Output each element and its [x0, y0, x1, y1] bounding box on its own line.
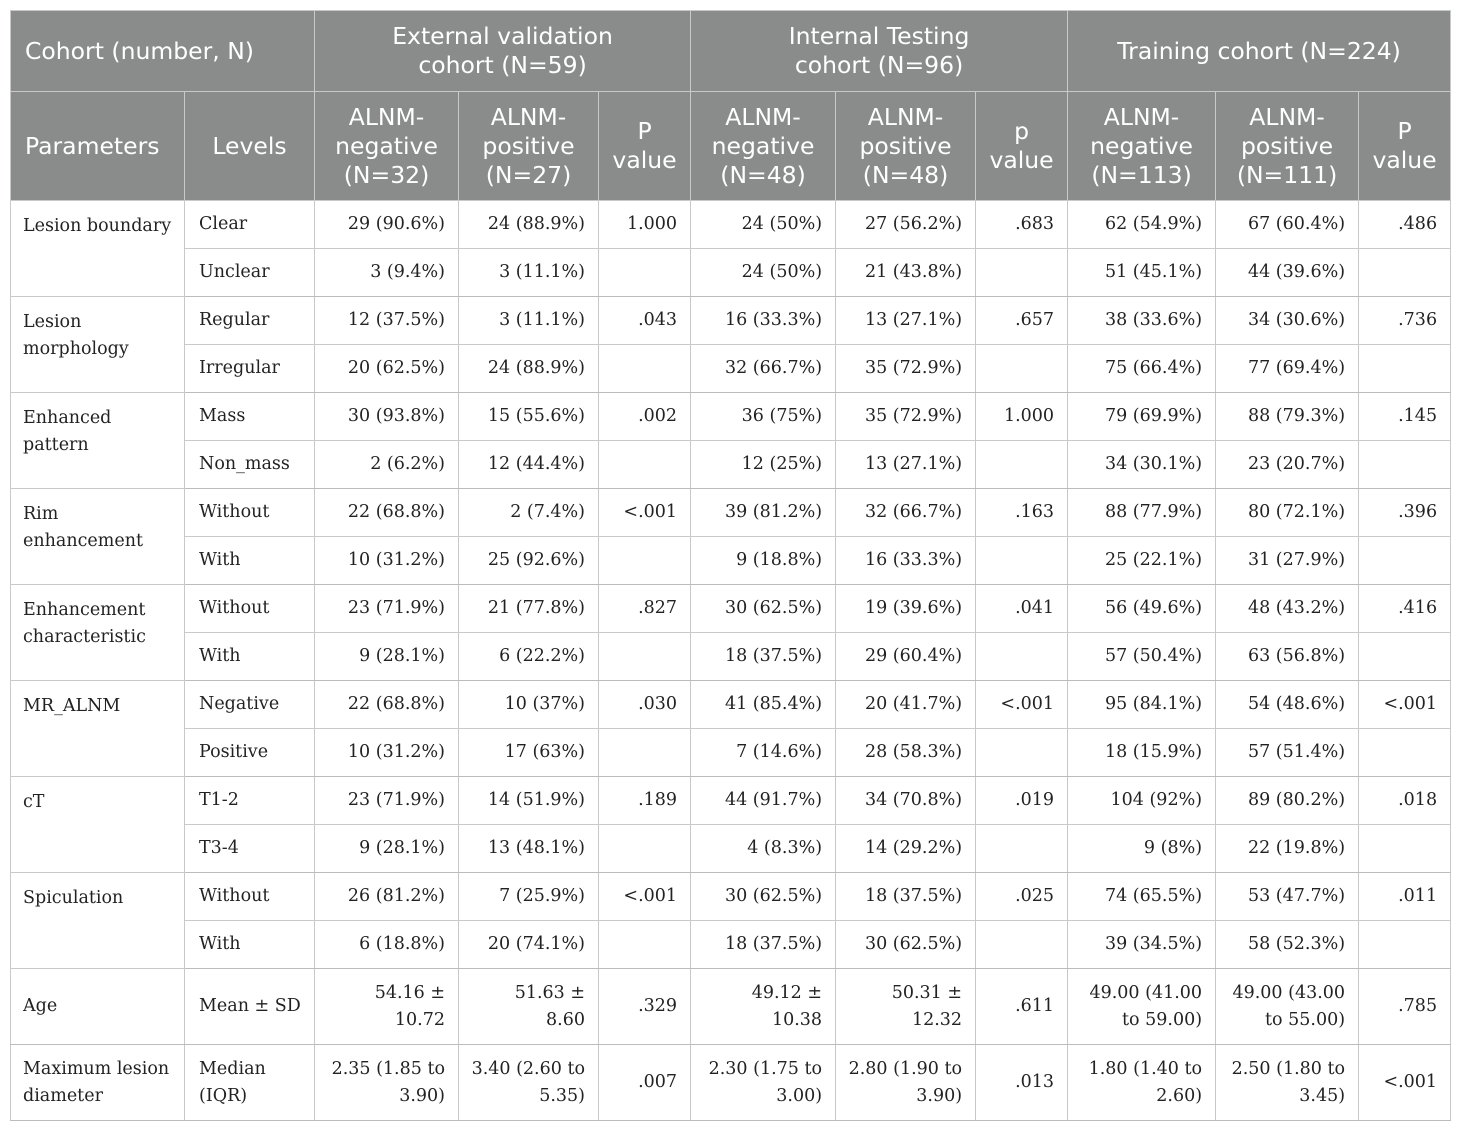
value-cell: 9 (18.8%) [691, 537, 836, 585]
levels-header: Levels [185, 92, 315, 201]
p-value-cell: .827 [599, 585, 691, 633]
value-cell: 10 (31.2%) [315, 537, 459, 585]
subcolumn-header: ALNM- positive (N=27) [459, 92, 599, 201]
table-header [11, 11, 1451, 201]
value-cell: 36 (75%) [691, 393, 836, 441]
value-cell: 13 (27.1%) [836, 441, 976, 489]
value-cell: 30 (62.5%) [691, 873, 836, 921]
table-row [11, 345, 1451, 393]
subcolumn-header: P value [599, 92, 691, 201]
p-value-cell: .002 [599, 393, 691, 441]
value-cell: 22 (68.8%) [315, 489, 459, 537]
p-value-cell [599, 249, 691, 297]
value-cell: 9 (28.1%) [315, 633, 459, 681]
value-cell: 17 (63%) [459, 729, 599, 777]
value-cell: 25 (22.1%) [1068, 537, 1216, 585]
value-cell: 20 (62.5%) [315, 345, 459, 393]
p-value-cell [1359, 633, 1451, 681]
table-row [11, 921, 1451, 969]
value-cell: 32 (66.7%) [691, 345, 836, 393]
level-cell: Irregular [185, 345, 315, 393]
level-cell: Negative [185, 681, 315, 729]
table-row [11, 873, 1451, 921]
value-cell: 39 (81.2%) [691, 489, 836, 537]
table-row [11, 825, 1451, 873]
value-cell: 22 (68.8%) [315, 681, 459, 729]
value-cell: 57 (50.4%) [1068, 633, 1216, 681]
table-row [11, 969, 1451, 1045]
p-value-cell [599, 345, 691, 393]
value-cell: 23 (71.9%) [315, 777, 459, 825]
table-row [11, 393, 1451, 441]
p-value-cell: .018 [1359, 777, 1451, 825]
parameter-cell: Maximum lesion diameter [11, 1045, 185, 1121]
value-cell: 44 (91.7%) [691, 777, 836, 825]
training-cohort-header: Training cohort (N=224) [1068, 11, 1451, 92]
value-cell: 34 (30.6%) [1216, 297, 1359, 345]
table-row [11, 777, 1451, 825]
value-cell: 30 (62.5%) [691, 585, 836, 633]
table-row [11, 537, 1451, 585]
parameter-cell: cT [11, 777, 185, 873]
value-cell: 14 (29.2%) [836, 825, 976, 873]
value-cell: 18 (37.5%) [691, 921, 836, 969]
value-cell: 9 (28.1%) [315, 825, 459, 873]
p-value-cell: 1.000 [599, 201, 691, 249]
parameter-cell: Lesion morphology [11, 297, 185, 393]
level-cell: Unclear [185, 249, 315, 297]
table-row [11, 585, 1451, 633]
value-cell: 62 (54.9%) [1068, 201, 1216, 249]
value-cell: 50.31 ± 12.32 [836, 969, 976, 1045]
p-value-cell [976, 921, 1068, 969]
p-value-cell: .329 [599, 969, 691, 1045]
p-value-cell: .486 [1359, 201, 1451, 249]
value-cell: 104 (92%) [1068, 777, 1216, 825]
level-cell: T1-2 [185, 777, 315, 825]
value-cell: 3.40 (2.60 to 5.35) [459, 1045, 599, 1121]
p-value-cell: .657 [976, 297, 1068, 345]
value-cell: 63 (56.8%) [1216, 633, 1359, 681]
external-validation-header: External validation cohort (N=59) [315, 11, 691, 92]
value-cell: 12 (44.4%) [459, 441, 599, 489]
value-cell: 13 (48.1%) [459, 825, 599, 873]
value-cell: 44 (39.6%) [1216, 249, 1359, 297]
value-cell: 49.00 (41.00 to 59.00) [1068, 969, 1216, 1045]
p-value-cell [1359, 249, 1451, 297]
value-cell: 57 (51.4%) [1216, 729, 1359, 777]
value-cell: 2.35 (1.85 to 3.90) [315, 1045, 459, 1121]
value-cell: 95 (84.1%) [1068, 681, 1216, 729]
value-cell: 29 (90.6%) [315, 201, 459, 249]
subcolumn-header: ALNM- negative (N=113) [1068, 92, 1216, 201]
p-value-cell [1359, 441, 1451, 489]
p-value-cell: .013 [976, 1045, 1068, 1121]
value-cell: 16 (33.3%) [836, 537, 976, 585]
p-value-cell [976, 633, 1068, 681]
p-value-cell [599, 633, 691, 681]
p-value-cell [599, 537, 691, 585]
p-value-cell: .189 [599, 777, 691, 825]
value-cell: 18 (37.5%) [836, 873, 976, 921]
value-cell: 21 (43.8%) [836, 249, 976, 297]
p-value-cell: .683 [976, 201, 1068, 249]
value-cell: 58 (52.3%) [1216, 921, 1359, 969]
alnm-cohort-table [10, 10, 1451, 1121]
subcolumn-header: p value [976, 92, 1068, 201]
level-cell: Regular [185, 297, 315, 345]
value-cell: 79 (69.9%) [1068, 393, 1216, 441]
value-cell: 77 (69.4%) [1216, 345, 1359, 393]
subcolumn-header: ALNM- positive (N=111) [1216, 92, 1359, 201]
value-cell: 24 (50%) [691, 249, 836, 297]
table-row [11, 681, 1451, 729]
p-value-cell [976, 729, 1068, 777]
p-value-cell [599, 921, 691, 969]
level-cell: Median (IQR) [185, 1045, 315, 1121]
p-value-cell [976, 249, 1068, 297]
table-row [11, 729, 1451, 777]
p-value-cell [1359, 921, 1451, 969]
p-value-cell [599, 729, 691, 777]
value-cell: 49.00 (43.00 to 55.00) [1216, 969, 1359, 1045]
subcolumn-header: P value [1359, 92, 1451, 201]
parameter-cell: Spiculation [11, 873, 185, 969]
value-cell: 7 (25.9%) [459, 873, 599, 921]
p-value-cell: .019 [976, 777, 1068, 825]
value-cell: 12 (25%) [691, 441, 836, 489]
level-cell: Non_mass [185, 441, 315, 489]
p-value-cell [976, 441, 1068, 489]
value-cell: 30 (93.8%) [315, 393, 459, 441]
p-value-cell: <.001 [1359, 681, 1451, 729]
table-row [11, 1045, 1451, 1121]
value-cell: 13 (27.1%) [836, 297, 976, 345]
value-cell: 14 (51.9%) [459, 777, 599, 825]
value-cell: 16 (33.3%) [691, 297, 836, 345]
value-cell: 24 (50%) [691, 201, 836, 249]
p-value-cell: .145 [1359, 393, 1451, 441]
value-cell: 51 (45.1%) [1068, 249, 1216, 297]
value-cell: 12 (37.5%) [315, 297, 459, 345]
p-value-cell: <.001 [599, 873, 691, 921]
value-cell: 54 (48.6%) [1216, 681, 1359, 729]
value-cell: 23 (71.9%) [315, 585, 459, 633]
value-cell: 38 (33.6%) [1068, 297, 1216, 345]
level-cell: Positive [185, 729, 315, 777]
value-cell: 56 (49.6%) [1068, 585, 1216, 633]
value-cell: 35 (72.9%) [836, 345, 976, 393]
subcolumn-header: ALNM- negative (N=32) [315, 92, 459, 201]
value-cell: 3 (11.1%) [459, 297, 599, 345]
parameters-header: Parameters [11, 92, 185, 201]
p-value-cell: .163 [976, 489, 1068, 537]
cohort-header: Cohort (number, N) [11, 11, 315, 92]
table-body [11, 201, 1451, 1121]
value-cell: 20 (41.7%) [836, 681, 976, 729]
p-value-cell [1359, 825, 1451, 873]
p-value-cell [1359, 729, 1451, 777]
table-container [10, 10, 1451, 1121]
table-row [11, 441, 1451, 489]
p-value-cell: .011 [1359, 873, 1451, 921]
p-value-cell: <.001 [1359, 1045, 1451, 1121]
p-value-cell: .611 [976, 969, 1068, 1045]
value-cell: 39 (34.5%) [1068, 921, 1216, 969]
value-cell: 18 (15.9%) [1068, 729, 1216, 777]
value-cell: 15 (55.6%) [459, 393, 599, 441]
p-value-cell: .025 [976, 873, 1068, 921]
level-cell: Without [185, 489, 315, 537]
value-cell: 30 (62.5%) [836, 921, 976, 969]
parameter-cell: Lesion boundary [11, 201, 185, 297]
p-value-cell: .007 [599, 1045, 691, 1121]
p-value-cell: .041 [976, 585, 1068, 633]
value-cell: 41 (85.4%) [691, 681, 836, 729]
value-cell: 89 (80.2%) [1216, 777, 1359, 825]
p-value-cell [976, 537, 1068, 585]
value-cell: 20 (74.1%) [459, 921, 599, 969]
table-row [11, 201, 1451, 249]
level-cell: With [185, 537, 315, 585]
table-row [11, 249, 1451, 297]
value-cell: 22 (19.8%) [1216, 825, 1359, 873]
p-value-cell [1359, 537, 1451, 585]
value-cell: 48 (43.2%) [1216, 585, 1359, 633]
level-cell: Clear [185, 201, 315, 249]
value-cell: 6 (18.8%) [315, 921, 459, 969]
p-value-cell: <.001 [599, 489, 691, 537]
table-row [11, 297, 1451, 345]
value-cell: 34 (30.1%) [1068, 441, 1216, 489]
level-cell: Without [185, 873, 315, 921]
value-cell: 53 (47.7%) [1216, 873, 1359, 921]
value-cell: 19 (39.6%) [836, 585, 976, 633]
value-cell: 2.30 (1.75 to 3.00) [691, 1045, 836, 1121]
level-cell: Mean ± SD [185, 969, 315, 1045]
value-cell: 2 (6.2%) [315, 441, 459, 489]
value-cell: 27 (56.2%) [836, 201, 976, 249]
value-cell: 3 (9.4%) [315, 249, 459, 297]
p-value-cell: <.001 [976, 681, 1068, 729]
value-cell: 28 (58.3%) [836, 729, 976, 777]
value-cell: 2.50 (1.80 to 3.45) [1216, 1045, 1359, 1121]
value-cell: 2.80 (1.90 to 3.90) [836, 1045, 976, 1121]
value-cell: 67 (60.4%) [1216, 201, 1359, 249]
level-cell: With [185, 633, 315, 681]
internal-testing-header: Internal Testing cohort (N=96) [691, 11, 1068, 92]
value-cell: 80 (72.1%) [1216, 489, 1359, 537]
value-cell: 2 (7.4%) [459, 489, 599, 537]
subcolumn-header: ALNM- negative (N=48) [691, 92, 836, 201]
value-cell: 24 (88.9%) [459, 201, 599, 249]
value-cell: 3 (11.1%) [459, 249, 599, 297]
value-cell: 51.63 ± 8.60 [459, 969, 599, 1045]
table-row [11, 489, 1451, 537]
value-cell: 1.80 (1.40 to 2.60) [1068, 1045, 1216, 1121]
value-cell: 24 (88.9%) [459, 345, 599, 393]
p-value-cell [1359, 345, 1451, 393]
value-cell: 10 (31.2%) [315, 729, 459, 777]
level-cell: Mass [185, 393, 315, 441]
value-cell: 54.16 ± 10.72 [315, 969, 459, 1045]
value-cell: 9 (8%) [1068, 825, 1216, 873]
level-cell: With [185, 921, 315, 969]
value-cell: 88 (79.3%) [1216, 393, 1359, 441]
p-value-cell: .043 [599, 297, 691, 345]
p-value-cell: .736 [1359, 297, 1451, 345]
value-cell: 6 (22.2%) [459, 633, 599, 681]
p-value-cell: .396 [1359, 489, 1451, 537]
value-cell: 4 (8.3%) [691, 825, 836, 873]
table-row [11, 633, 1451, 681]
subcolumn-header: ALNM- positive (N=48) [836, 92, 976, 201]
value-cell: 25 (92.6%) [459, 537, 599, 585]
value-cell: 18 (37.5%) [691, 633, 836, 681]
parameter-cell: Enhancement characteristic [11, 585, 185, 681]
p-value-cell [976, 345, 1068, 393]
p-value-cell [599, 441, 691, 489]
value-cell: 74 (65.5%) [1068, 873, 1216, 921]
value-cell: 49.12 ± 10.38 [691, 969, 836, 1045]
value-cell: 31 (27.9%) [1216, 537, 1359, 585]
value-cell: 29 (60.4%) [836, 633, 976, 681]
p-value-cell [599, 825, 691, 873]
p-value-cell: .416 [1359, 585, 1451, 633]
value-cell: 75 (66.4%) [1068, 345, 1216, 393]
value-cell: 23 (20.7%) [1216, 441, 1359, 489]
p-value-cell: 1.000 [976, 393, 1068, 441]
parameter-cell: MR_ALNM [11, 681, 185, 777]
parameter-cell: Enhanced pattern [11, 393, 185, 489]
level-cell: Without [185, 585, 315, 633]
value-cell: 26 (81.2%) [315, 873, 459, 921]
value-cell: 32 (66.7%) [836, 489, 976, 537]
p-value-cell: .785 [1359, 969, 1451, 1045]
p-value-cell: .030 [599, 681, 691, 729]
value-cell: 88 (77.9%) [1068, 489, 1216, 537]
value-cell: 10 (37%) [459, 681, 599, 729]
value-cell: 21 (77.8%) [459, 585, 599, 633]
parameter-cell: Rim enhancement [11, 489, 185, 585]
value-cell: 34 (70.8%) [836, 777, 976, 825]
value-cell: 35 (72.9%) [836, 393, 976, 441]
level-cell: T3-4 [185, 825, 315, 873]
value-cell: 7 (14.6%) [691, 729, 836, 777]
parameter-cell: Age [11, 969, 185, 1045]
p-value-cell [976, 825, 1068, 873]
